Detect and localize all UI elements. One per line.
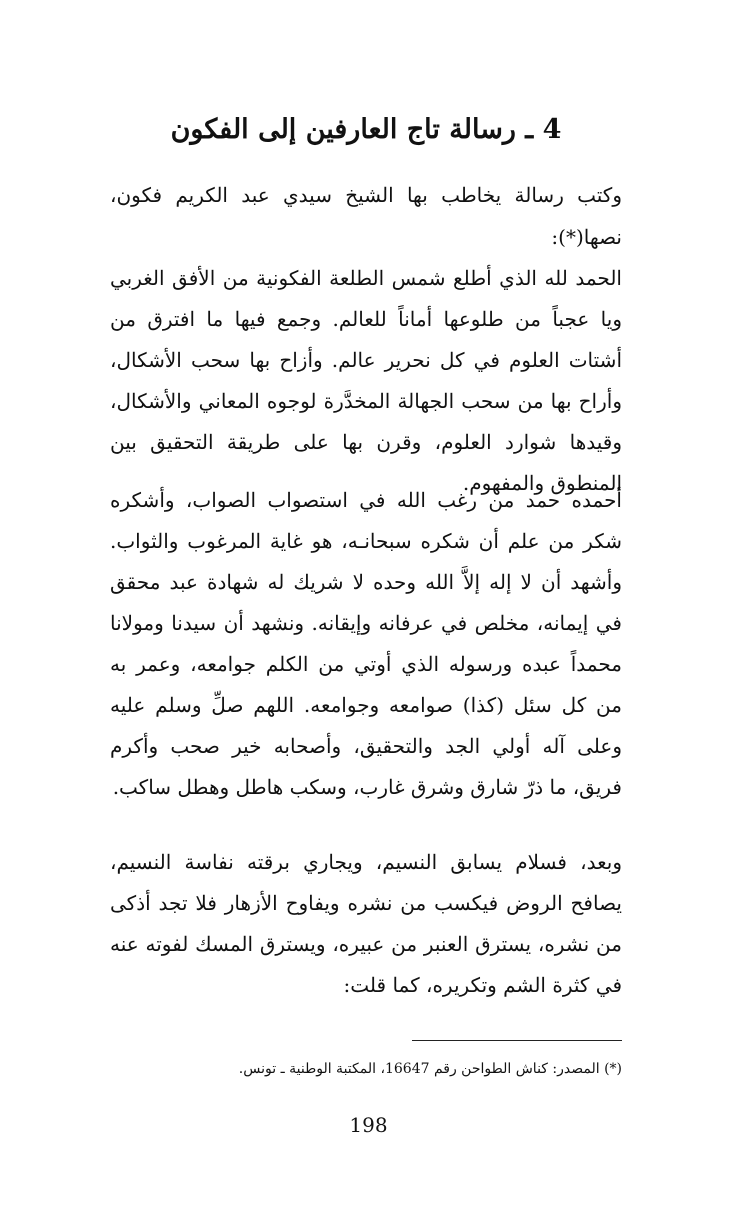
body-paragraph-2: أحمده حمد من رغب الله في استصواب الصواب، وأشكره شكر من علم أن شكره سبحانـه، هو غاية المرغوب والثواب. وأشهد أن لا إله إلاَّ الله وحده لا شريك له شهادة عبد محقق في إيمانه، مخلص في عرفانه وإيقانه. ونشهد أن سيدنا ومولانا محمداً عبده ورسوله الذي أوتي من الكلم جوامعه، وعمر به من كل سئل (كذا) صوامعه وجوامعه. اللهم صلِّ وسلم عليه وعلى آله أولي الجد والتحقيق، وأصحابه خير صحب وأكرم فريق، ما ذرّ شارق وشرق غارب، وسكب هاطل وهطل ساكب. xyxy=(110,488,622,799)
footnote-divider xyxy=(412,1040,622,1041)
page-number: 198 xyxy=(349,1113,388,1137)
body-paragraph-1: الحمد لله الذي أطلع شمس الطلعة الفكونية من الأفق الغربي ويا عجباً من طلوعها أماناً للعالم. وجمع فيها ما افترق من أشتات العلوم في كل نحرير عالم. وأزاح بها سحب الأشكال، وأراح بها من سحب الجهالة المخدَّرة لوجوه المعاني والأشكال، وقيدها شوارد العلوم، وقرن بها على طريقة التحقيق بين المنطوق والمفهوم. xyxy=(110,266,622,495)
footnote: (*) المصدر: كناش الطواحن رقم 16647، المكتبة الوطنية ـ تونس. xyxy=(238,1061,622,1077)
body-paragraph-3: وبعد، فسلام يسابق النسيم، ويجاري برقته نفاسة النسيم، يصافح الروض فيكسب من نشره ويفاوح الأزهار فلا تجد أذكى من نشره، يسترق العنبر من عبيره، ويسترق المسك لفوته عنه في كثرة الشم وتكريره، كما قلت: xyxy=(110,850,622,997)
intro-paragraph: وكتب رسالة يخاطب بها الشيخ سيدي عبد الكريم فكون، نصها(*): xyxy=(110,183,622,249)
section-title: 4 ـ رسالة تاج العارفين إلى الفكون xyxy=(170,114,562,145)
